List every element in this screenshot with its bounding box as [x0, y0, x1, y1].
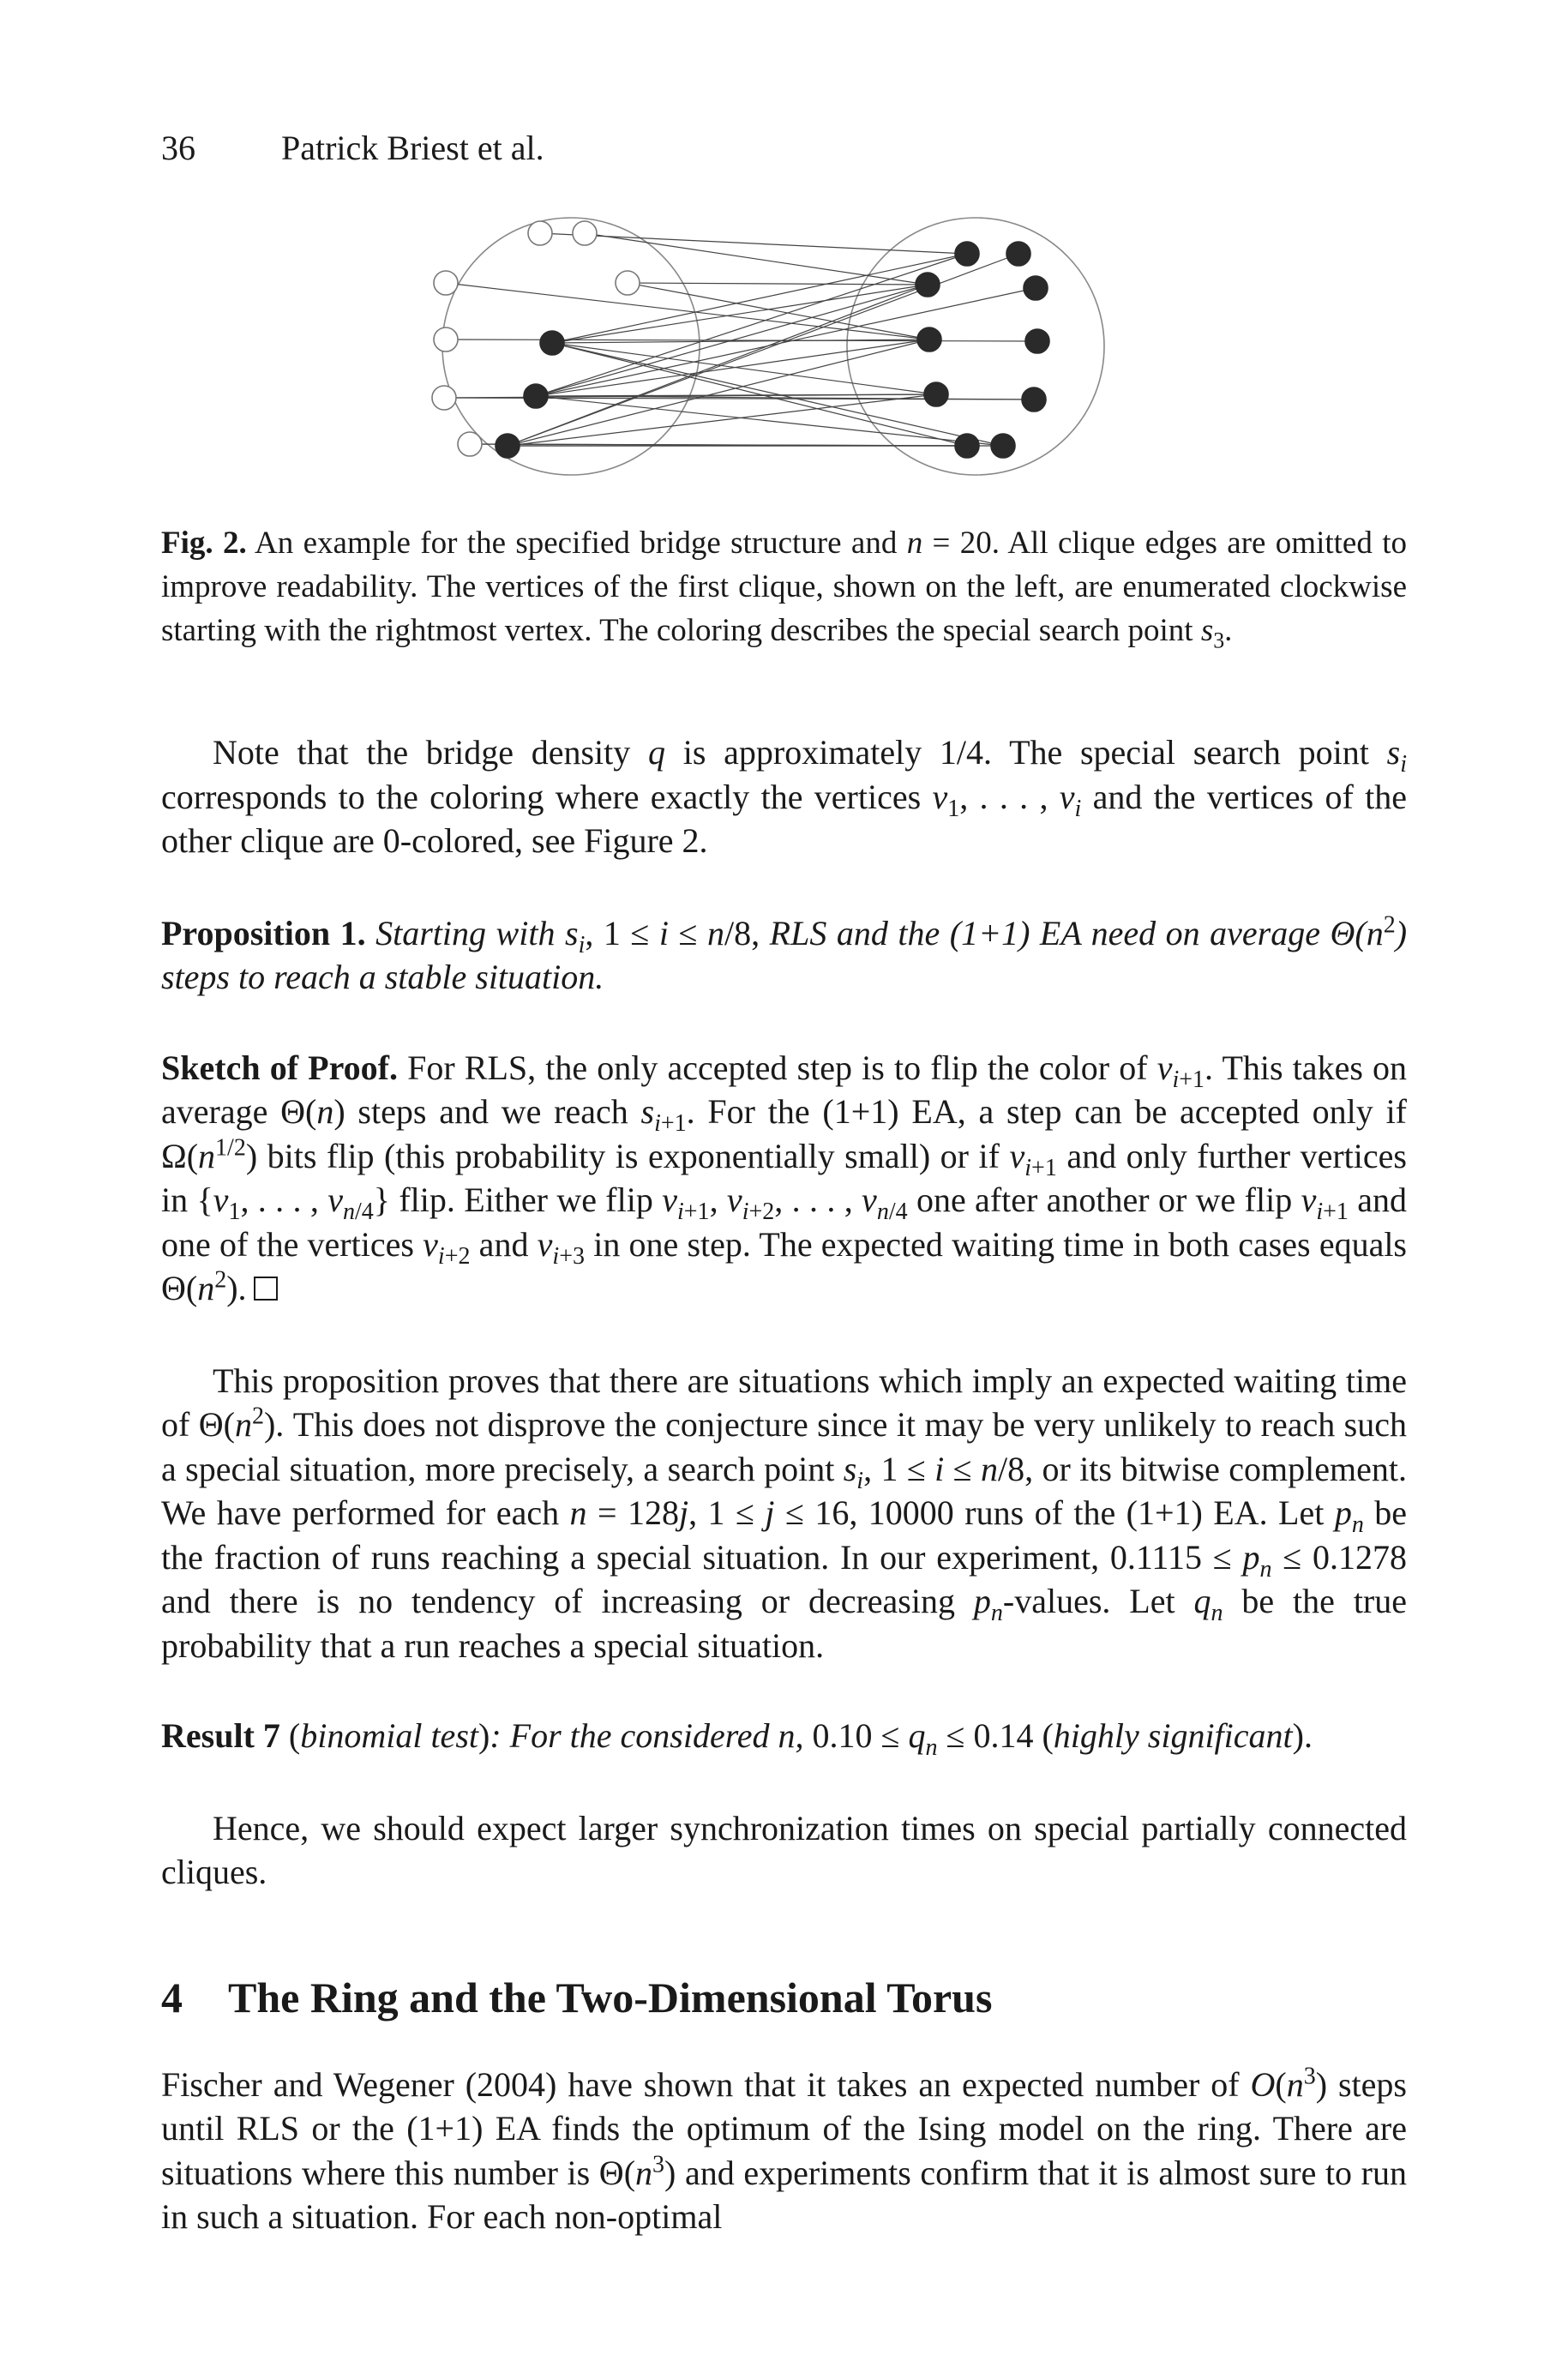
running-header [161, 127, 544, 170]
section-title: The Ring and the Two-Dimensional Torus [228, 1973, 993, 2022]
right-vertex-colored [1024, 276, 1048, 300]
bridge-edge [536, 254, 967, 396]
bridge-edge [508, 394, 936, 446]
left-vertex-uncolored [573, 221, 597, 245]
section-number: 4 [161, 1973, 183, 2022]
result-label: Result 7 [161, 1716, 280, 1755]
left-vertex-uncolored [434, 327, 458, 351]
left-vertex-colored [540, 331, 564, 355]
bridge-edges [444, 233, 1037, 446]
proposition-1: Proposition 1. Starting with $s_i$, 1 ≤ i ≤ n/8, RLS and the (1+1) EA need on average $\Theta(n^2)$ steps to reach a stable situation. [161, 911, 1408, 996]
main-text [161, 730, 1407, 2239]
left-vertex-uncolored [432, 386, 456, 410]
bridge-edge [540, 233, 967, 254]
left-clique-circle [442, 218, 700, 475]
paragraph: Fischer and Wegener (2004) have shown that it takes an expected number of $O(n^3)$ steps until RLS or the (1+1) EA finds the optimum of the Ising model on the ring. There are situations where this number is $\Theta(n^3)$ and experiments confirm that it is almost sure to run in such a situation. For each non-optimal [161, 2063, 1407, 2236]
proof-label: Sketch of Proof. [161, 1048, 398, 1087]
result-7: Result 7 (binomial test): For the considered n, $0.10 \le q_n \le 0.14$ (highly significant). [161, 1716, 1313, 1761]
section-heading [161, 1972, 1407, 2023]
page-number: 36 [161, 129, 195, 167]
bridge-edge [508, 285, 928, 446]
running-head-authors: Patrick Briest et al. [281, 129, 544, 167]
paragraph: This proposition proves that there are situations which imply an expected waiting time of $\Theta(n^2)$. This does not disprove the conjecture since it may be very unlikely to reach such a special situation, more precisely, a search point $s_i$, 1 ≤ i ≤ n/8, or its bitwise complement. We have performed for each n = 128j, 1 ≤ j ≤ 16, 10000 runs of the (1+1) EA. Let $p_n$ be the fraction of runs reaching a special situation. In our experiment, $0.1115 \le p_n \le 0.1278$ and there is no tendency of increasing or decreasing $p_n$-values. Let $q_n$ be the true probability that a run reaches a special situation. [161, 1361, 1408, 1665]
right-vertex-colored [991, 434, 1015, 458]
bridge-edge [552, 285, 928, 343]
proposition-label: Proposition 1. [161, 913, 366, 952]
figure-label: Fig. 2. [161, 526, 247, 561]
bridge-edge [552, 254, 967, 343]
right-vertex-colored [955, 242, 979, 266]
proof-sketch: Sketch of Proof. For RLS, the only accepted step is to flip the color of $v_{i+1}$. This takes on average Θ(n) steps and we reach $s_{i+1}$. For the (1+1) EA, a step can be accepted only if $\Omega(n^{1/2})$ bits flip (this probability is exponentially small) or if $v_{i+1}$ and only further vertices in {$v_1$, . . . , $v_{n/4}$} flip. Either we flip $v_{i+1}$, $v_{i+2}$, . . . , $v_{n/4}$ one after another or we flip $v_{i+1}$ and one of the vertices $v_{i+2}$ and $v_{i+3}$ in one step. The expected waiting time in both cases equals $\Theta(n^2)$. [161, 1048, 1408, 1307]
right-vertex-colored [1006, 242, 1030, 266]
right-vertex-colored [1022, 387, 1046, 412]
left-vertex-uncolored [616, 271, 640, 295]
bridge-edge [508, 339, 929, 446]
right-vertex-colored [916, 273, 940, 297]
paragraph: Note that the bridge density q is approximately 1/4. The special search point $s_i$ corresponds to the coloring where exactly the vertices $v_1$, . . . , $v_i$ and the vertices of the other clique are 0-colored, see Figure 2. [161, 733, 1408, 860]
right-vertex-colored [1025, 329, 1049, 353]
bridge-structure-figure [429, 195, 1149, 478]
left-vertex-colored [524, 384, 548, 408]
left-vertex-uncolored [434, 271, 458, 295]
bridge-edge [628, 283, 928, 285]
paragraph: Hence, we should expect larger synchronization times on special partially connected cliques. [161, 1808, 1407, 1891]
right-vertex-colored [917, 327, 941, 351]
qed-box [254, 1277, 278, 1301]
figure-caption: Fig. 2. An example for the specified bridge structure and n = 20. All clique edges are omitted to improve readability. The vertices of the first clique, shown on the left, are enumerated clockwise starting with the rightmost vertex. The coloring describes the special search point $s_3$. [161, 526, 1407, 653]
right-vertex-colored [924, 382, 948, 406]
left-vertex-uncolored [458, 432, 482, 456]
caption-text-a: An example for the specified bridge structure and [255, 526, 898, 561]
left-vertex-uncolored [528, 221, 552, 245]
caption-text-b: All clique edges are omitted to improve readability. The vertices of the first clique, shown on the left, are enumerated clockwise starting with the rightmost vertex. The coloring describes the special search point [161, 526, 1407, 648]
right-vertex-colored [955, 434, 979, 458]
left-vertex-colored [496, 434, 520, 458]
